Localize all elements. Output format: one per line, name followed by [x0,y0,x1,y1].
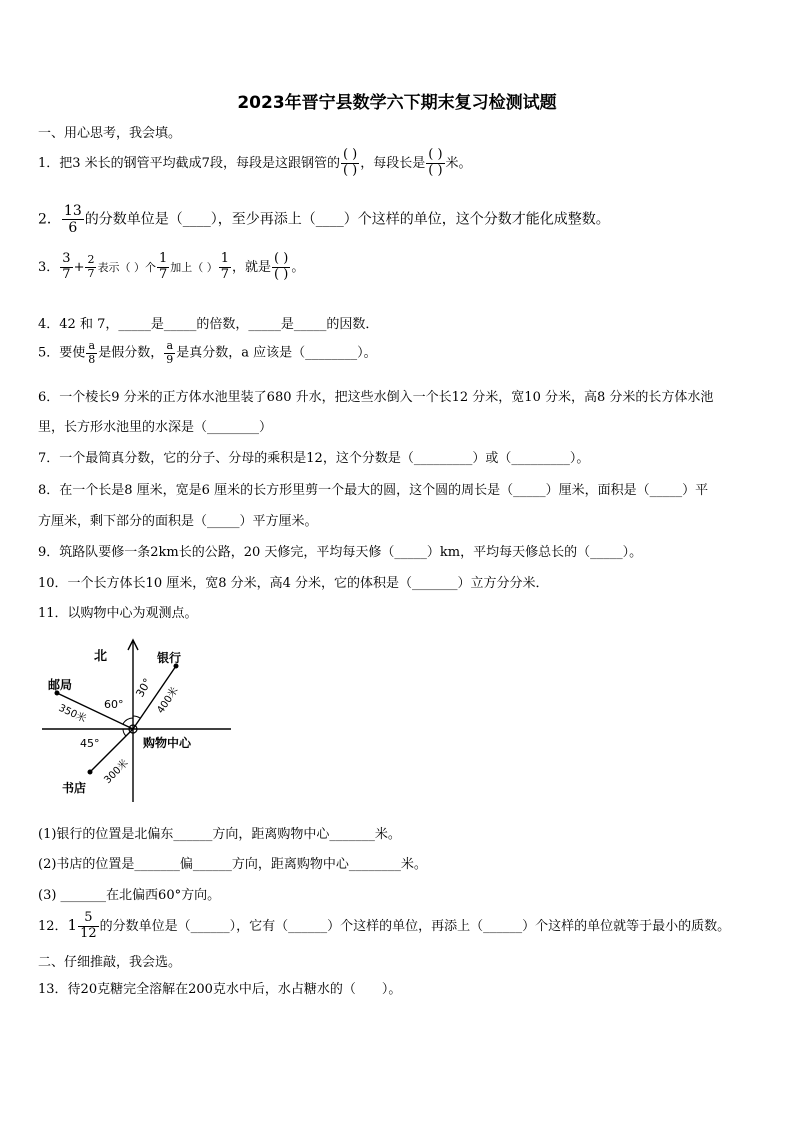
q5-frac1-num: a [86,340,97,354]
bookstore-point [88,770,93,775]
q3-frac2-den: 7 [87,266,95,280]
question-11-stem: 11．以购物中心为观测点。 [38,606,198,621]
q12-whole: 1 [67,915,78,934]
q3-frac5-num: ( ) [274,251,289,266]
q1-text-c: 米。 [445,155,472,171]
q3-frac3-den: 7 [158,266,168,282]
q3-text-2: 加上（ ） [170,260,218,274]
q3-frac1-den: 7 [62,266,71,282]
q3-frac4-den: 7 [220,266,230,282]
question-8-line-2: 方厘米，剩下部分的面积是（_____）平方厘米。 [38,514,318,529]
q2-text: 的分数单位是（____），至少再添上（____）个这样的单位，这个分数才能化成整数。 [84,211,610,228]
q5-frac2-num: a [164,340,175,354]
post-office-label: 邮局 [48,678,73,692]
bookstore-label: 书店 [62,781,87,795]
question-8-line-1: 8．在一个长是8 厘米，宽是6 厘米的长方形里剪一个最大的圆，这个圆的周长是（_____）厘米，面积是（_____）平 [38,483,709,498]
question-5 [38,340,377,366]
q1-frac2-den: ( ) [428,162,443,178]
distance-400-label: 400米 [155,685,181,716]
angle-arc-45 [123,729,126,736]
q5-text-a: 5．要使 [38,345,86,361]
q5-frac2-den: 9 [166,352,174,366]
q2-number: 2． [38,211,61,228]
q1-frac1-num: ( ) [342,147,358,162]
question-6-line-1: 6．一个棱长9 分米的正方体水池里装了680 升水，把这些水倒入一个长12 分米，宽10 分米，高8 分米的长方体水池 [38,390,714,405]
q5-frac1-den: 8 [88,352,96,366]
question-2 [38,203,610,236]
question-11-part-3: (3) _______在北偏西60°方向。 [38,888,221,903]
q2-frac-den: 6 [68,220,78,237]
angle-60-label: 60° [104,698,124,711]
q2-frac-num: 13 [63,203,82,219]
question-11-part-1: (1)银行的位置是北偏东______方向，距离购物中心_______米。 [38,827,401,842]
q3-text-3: ，就是 [232,259,272,275]
q12-frac-num: 5 [78,911,99,927]
question-4: 4．42 和 7，_____是_____的倍数，_____是_____的因数． [38,317,379,332]
q12-frac-den: 12 [80,925,97,941]
q3-end: 。 [291,259,305,275]
q3-frac2-num: 2 [87,253,95,267]
section-2-heading: 二、仔细推敲，我会选。 [38,955,182,970]
q1-frac2-num: ( ) [428,147,443,162]
q1-text-b: ，每段长是 [360,155,426,171]
q3-frac4-num: 1 [220,251,230,266]
angle-45-label: 45° [80,737,100,750]
q5-text-b: 是假分数， [98,345,164,361]
direction-diagram [36,636,246,806]
distance-350-label: 350米 [56,702,88,726]
q3-frac1-num: 3 [62,251,71,266]
bank-label: 银行 [157,651,182,665]
question-3 [38,252,304,283]
angle-arc-30 [133,716,140,718]
q3-frac5-den: ( ) [274,266,289,282]
page-title: 2023年晋宁县数学六下期末复习检测试题 [237,93,557,113]
q1-text-a: 1．把3 米长的钢管平均截成7段，每段是这跟钢管的 [38,155,340,171]
q3-text-1: 表示（ ）个 [97,260,156,274]
center-label: 购物中心 [143,736,192,750]
q5-text-c: 是真分数，a 应该是（________）。 [176,345,377,361]
q1-frac1-den: ( ) [342,162,358,178]
question-13: 13．待20克糖完全溶解在200克水中后，水占糖水的（ ）。 [38,982,402,997]
question-12 [38,911,730,942]
q3-number: 3． [38,259,60,275]
question-1 [38,148,472,179]
distance-300-label: 300米 [102,757,131,787]
question-6-line-2: 里，长方形水池里的水深是（________） [38,420,273,435]
q12-number: 12． [38,918,68,934]
section-1-heading: 一、用心思考，我会填。 [38,126,182,141]
question-10: 10．一个长方体长10 厘米，宽8 分米，高4 分米，它的体积是（_______）立方分分米． [38,576,549,591]
q3-plus: + [73,259,85,275]
question-11-part-2: (2)书店的位置是_______偏______方向，距离购物中心________米。 [38,857,427,872]
q3-frac3-num: 1 [158,251,168,266]
angle-arc-60 [123,718,133,724]
question-7: 7．一个最简真分数，它的分子、分母的乘积是12，这个分数是（_________）或（_________）。 [38,451,590,466]
question-9: 9．筑路队要修一条2km长的公路，20 天修完，平均每天修（_____）km，平均每天修总长的（_____）。 [38,545,643,560]
q12-text: 的分数单位是（______），它有（______）个这样的单位，再添上（______）个这样的单位就等于最小的质数。 [99,918,731,934]
north-label: 北 [94,649,108,664]
angle-30-label: 30° [133,676,155,700]
